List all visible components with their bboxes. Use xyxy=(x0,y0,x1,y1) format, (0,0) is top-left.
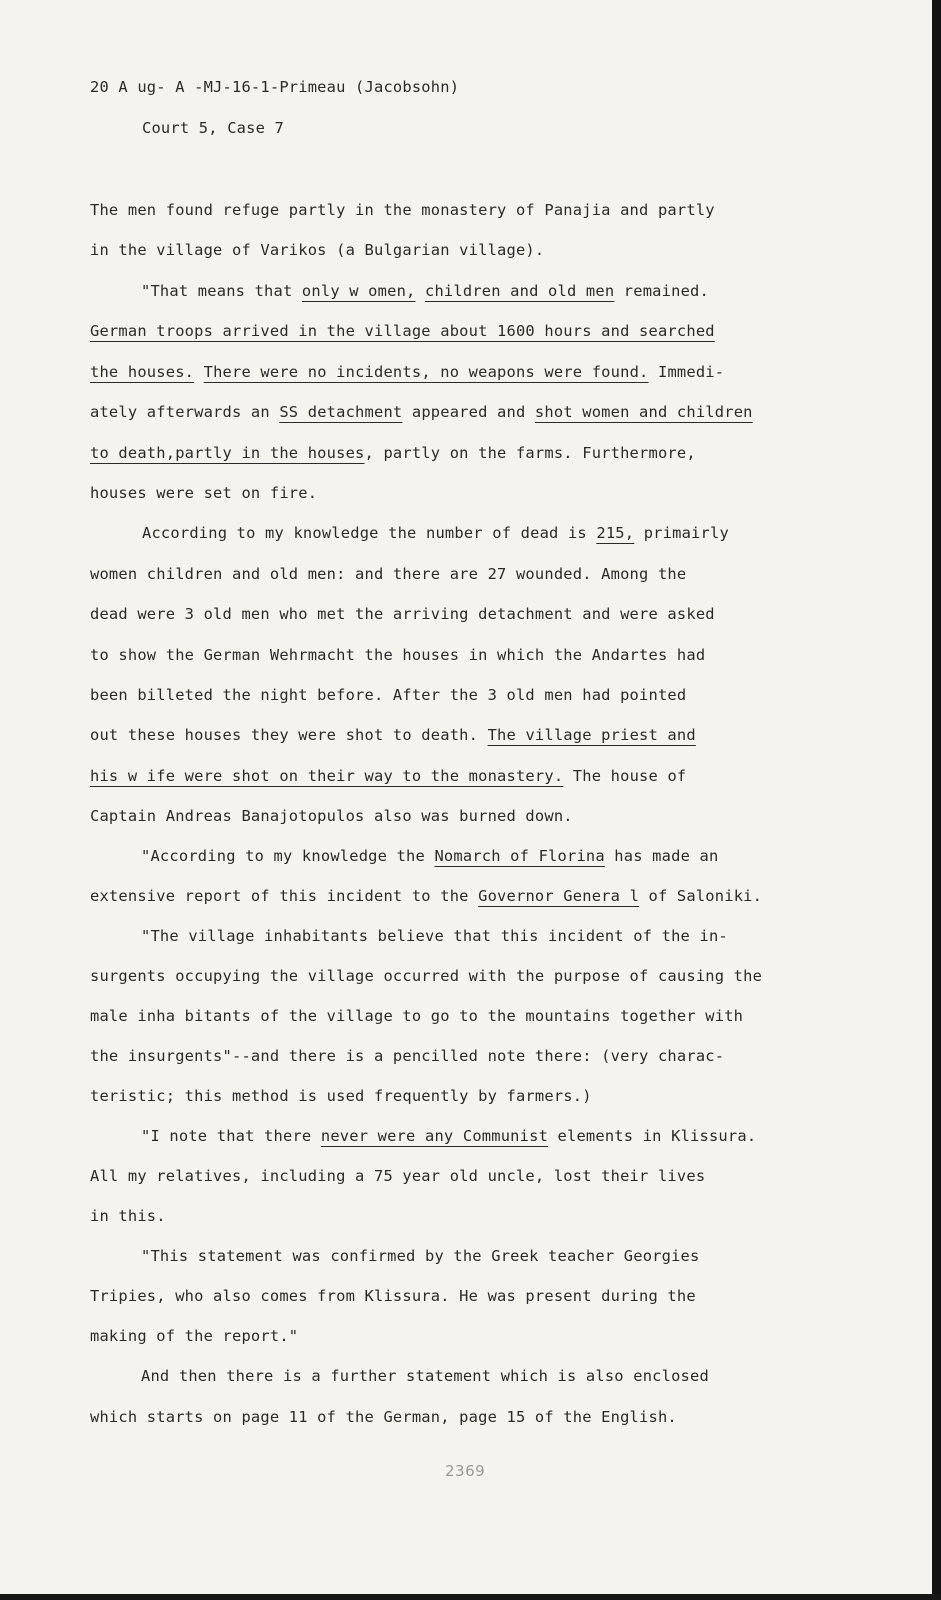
text-line: houses were set on fire. xyxy=(90,484,318,502)
text-line: in this. xyxy=(90,1207,166,1225)
text-line: out these houses they were shot to death. The village priest and xyxy=(90,726,696,744)
underlined-text: There were no incidents, no weapons were found. xyxy=(203,363,649,381)
underlined-text: children and old men xyxy=(424,282,615,300)
header-court: Court 5, Case 7 xyxy=(142,119,284,137)
text-line: extensive report of this incident to the Governor Genera l of Saloniki. xyxy=(90,887,763,905)
text-line: male inha bitants of the village to go to the mountains together with xyxy=(90,1007,744,1025)
text-line: teristic; this method is used frequently by farmers.) xyxy=(90,1087,592,1105)
header-reference: 20 A ug- A -MJ-16-1-Primeau (Jacobsohn) xyxy=(90,78,460,96)
text-line: "I note that there never were any Communist elements in Klissura. xyxy=(141,1127,757,1145)
underlined-text: The village priest and xyxy=(487,726,696,744)
text-line: "This statement was confirmed by the Greek teacher Georgies xyxy=(141,1247,700,1265)
text-line: "The village inhabitants believe that this incident of the in- xyxy=(141,927,728,945)
text-line: his w ife were shot on their way to the monastery. The house of xyxy=(90,767,687,785)
underlined-text: shot women and children xyxy=(534,403,753,421)
page-number: 2369 xyxy=(445,1462,486,1480)
underlined-text: Governor Genera l xyxy=(478,887,640,905)
text-line: to show the German Wehrmacht the houses in which the Andartes had xyxy=(90,646,706,664)
text-line: the houses. There were no incidents, no weapons were found. Immedi- xyxy=(90,363,725,381)
text-line: which starts on page 11 of the German, page 15 of the English. xyxy=(90,1408,677,1426)
text-line xyxy=(90,311,715,352)
text-line: "According to my knowledge the Nomarch of Florina has made an xyxy=(141,847,719,865)
underlined-text: 215, xyxy=(596,524,635,542)
text-line: in the village of Varikos (a Bulgarian village). xyxy=(90,241,545,259)
underlined-text: only w omen, xyxy=(301,282,416,300)
text-line: "That means that only w omen, children and old men remained. xyxy=(141,282,709,300)
text-line: been billeted the night before. After the 3 old men had pointed xyxy=(90,686,687,704)
text-line: making of the report." xyxy=(90,1327,299,1345)
text-line: According to my knowledge the number of dead is 215, primairly xyxy=(142,524,729,542)
underlined-text: German troops arrived in the village about 1600 hours and searched xyxy=(90,322,715,340)
text-line: Tripies, who also comes from Klissura. He was present during the xyxy=(90,1287,696,1305)
text-line: All my relatives, including a 75 year old uncle, lost their lives xyxy=(90,1167,706,1185)
text-line: the insurgents"--and there is a pencilled note there: (very charac- xyxy=(90,1047,725,1065)
underlined-text: his w ife were shot on their way to the monastery. xyxy=(90,767,564,785)
text-line: women children and old men: and there are 27 wounded. Among the xyxy=(90,565,687,583)
underlined-text: Nomarch of Florina xyxy=(434,847,605,865)
text-line: surgents occupying the village occurred with the purpose of causing the xyxy=(90,967,763,985)
underlined-text: the houses. xyxy=(90,363,195,381)
text-line: to death,partly in the houses, partly on the farms. Furthermore, xyxy=(90,444,696,462)
text-line: Captain Andreas Banajotopulos also was burned down. xyxy=(90,807,573,825)
underlined-text: to death,partly in the houses xyxy=(90,444,365,462)
text-line: And then there is a further statement which is also enclosed xyxy=(141,1367,709,1385)
underlined-text: never were any Communist xyxy=(320,1127,549,1145)
text-line: ately afterwards an SS detachment appeared and shot women and children xyxy=(90,403,753,421)
text-line: dead were 3 old men who met the arriving detachment and were asked xyxy=(90,605,715,623)
underlined-text: SS detachment xyxy=(279,403,403,421)
text-line: The men found refuge partly in the monastery of Panajia and partly xyxy=(90,201,715,219)
